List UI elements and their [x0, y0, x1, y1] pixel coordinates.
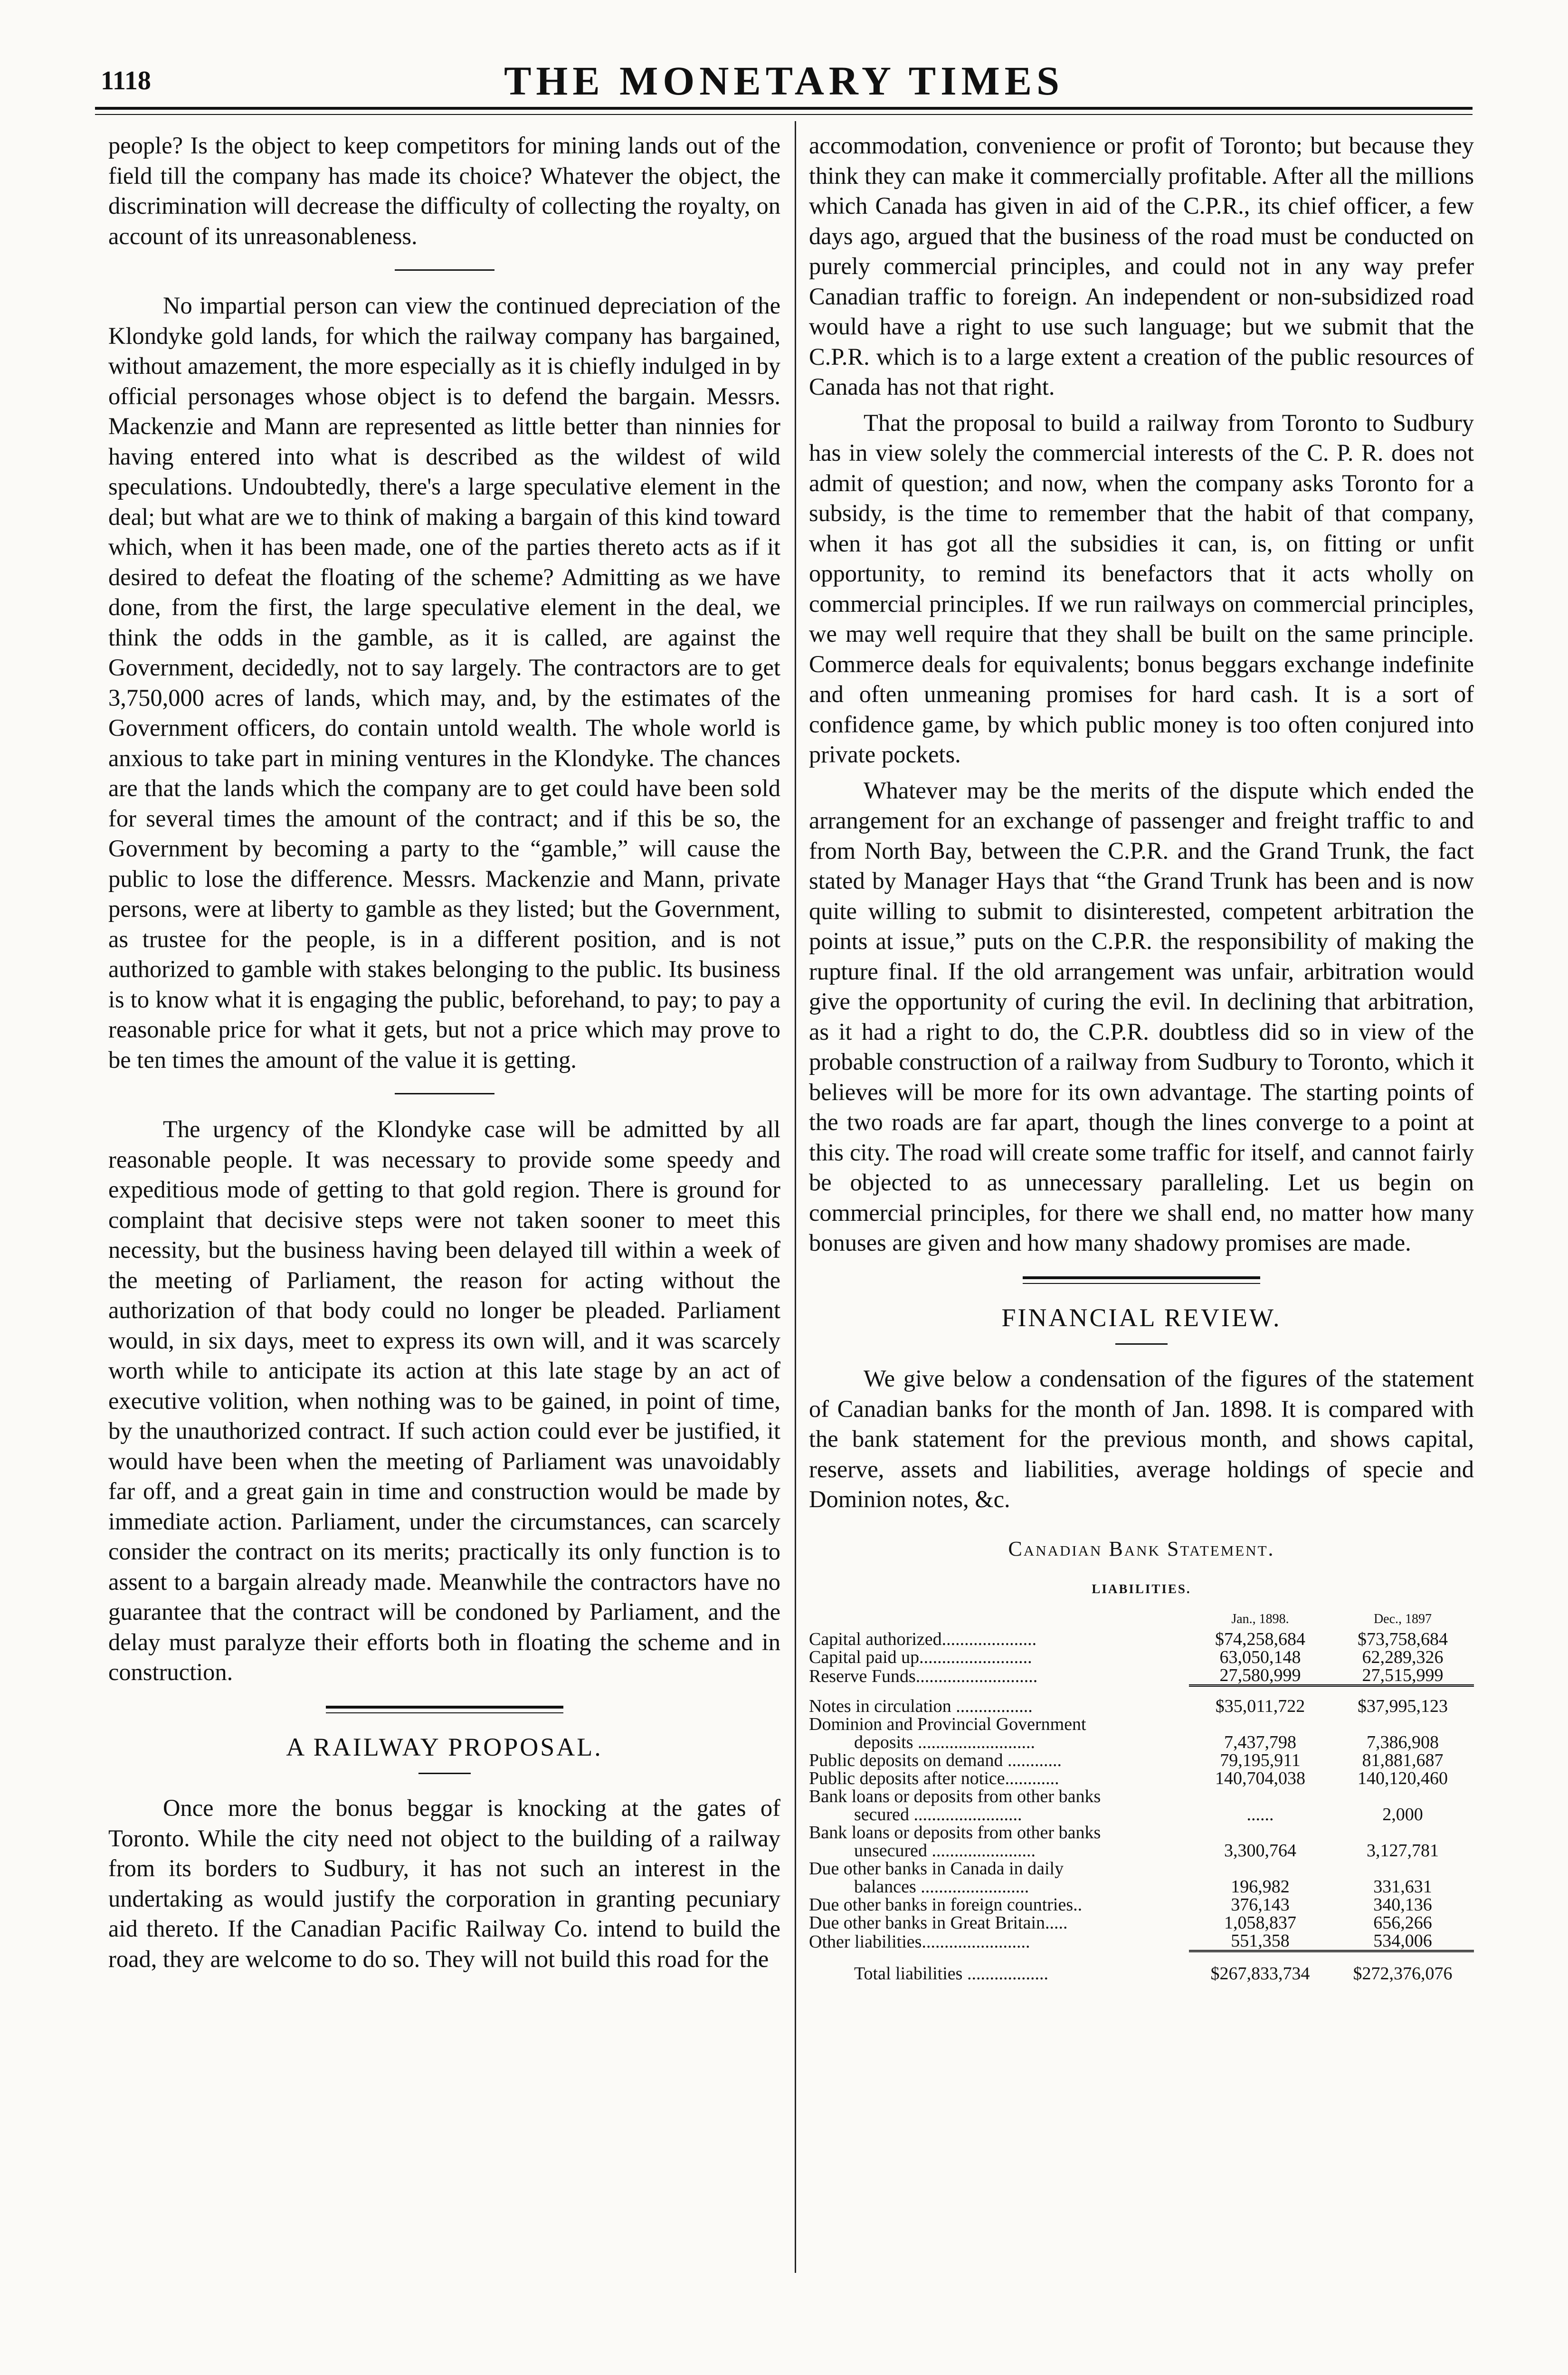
left-column — [108, 131, 780, 1974]
dec-value: 62,289,326 — [1362, 1647, 1444, 1667]
row-label: Reserve Funds........................... — [809, 1666, 1038, 1686]
row-label: Due other banks in Canada in daily — [809, 1858, 1064, 1879]
table-row — [809, 1666, 1474, 1686]
table-row — [809, 1751, 1474, 1769]
row-label: Capital paid up......................... — [809, 1647, 1032, 1667]
table-row — [809, 1842, 1474, 1860]
right-column — [809, 131, 1474, 1983]
paragraph: accommodation, convenience or profit of Toronto; but because they think they can make it commercially profitable. After all the millions which Canada has given in aid of the C.P.R., its chief officer, a few days ago, argued that the business of the road must be conducted on purely commercial principles, and could not in any way prefer Canadian traffic to foreign. An independent or non-subsidized road would have a right to use such language; but we submit that the C.P.R. which is to a large extent a creation of the public resources of Canada has not that right. — [809, 132, 1474, 400]
section-separator — [395, 269, 494, 271]
double-rule — [1023, 1276, 1260, 1284]
column-header: Jan., 1898. — [1231, 1611, 1289, 1626]
bank-statement-table — [809, 1610, 1474, 1983]
row-label: unsecured ....................... — [854, 1840, 1036, 1861]
jan-value: $35,011,722 — [1215, 1696, 1305, 1716]
section-separator — [395, 1093, 494, 1094]
jan-value: 7,437,798 — [1224, 1732, 1296, 1752]
column-divider — [795, 121, 796, 2273]
table-row — [809, 1932, 1474, 1951]
table-header-row — [809, 1610, 1474, 1630]
row-label: Bank loans or deposits from other banks — [809, 1822, 1101, 1843]
jan-value: 1,058,837 — [1224, 1912, 1296, 1933]
dec-value: 81,881,687 — [1362, 1750, 1444, 1770]
dec-value: 340,136 — [1373, 1894, 1432, 1915]
jan-value: $74,258,684 — [1215, 1629, 1305, 1649]
row-label: Due other banks in foreign countries.. — [809, 1894, 1083, 1915]
table-row — [809, 1733, 1474, 1751]
dec-total: $272,376,076 — [1353, 1963, 1453, 1984]
page-number: 1118 — [101, 66, 151, 95]
table-total-row — [809, 1951, 1474, 1983]
table-row — [809, 1914, 1474, 1932]
table-row — [809, 1685, 1474, 1715]
dec-value: $37,995,123 — [1358, 1696, 1448, 1716]
dec-value: 7,386,908 — [1367, 1732, 1439, 1752]
table-row — [809, 1769, 1474, 1787]
heading-rule — [418, 1773, 471, 1774]
row-label: Public deposits after notice............ — [809, 1768, 1059, 1788]
jan-value: 27,580,999 — [1189, 1666, 1331, 1686]
row-label: balances ........................ — [854, 1876, 1029, 1897]
jan-value: 196,982 — [1231, 1876, 1290, 1897]
dec-value: 140,120,460 — [1358, 1768, 1448, 1788]
jan-value: 140,704,038 — [1215, 1768, 1305, 1788]
jan-value: 3,300,764 — [1224, 1840, 1296, 1861]
table-row — [809, 1805, 1474, 1824]
jan-value: 551,358 — [1189, 1932, 1331, 1951]
row-label: secured ........................ — [854, 1804, 1022, 1824]
double-rule — [326, 1706, 563, 1713]
table-row — [809, 1630, 1474, 1648]
paragraph: people? Is the object to keep competitors for mining lands out of the field till the company has made its choice? Whatever the object, the discrimination will decrease the difficulty of collecting the royalty, on account of its unreasonableness. — [108, 132, 780, 249]
jan-value: ...... — [1246, 1804, 1274, 1824]
column-header: Dec., 1897 — [1373, 1611, 1432, 1626]
jan-total: $267,833,734 — [1210, 1963, 1310, 1984]
jan-value: 376,143 — [1231, 1894, 1290, 1915]
paragraph: No impartial person can view the continued depreciation of the Klondyke gold lands, for which the railway company has bargained, without amazement, the more especially as it is chiefly indulged in by official personages whose object is to defend the bargain. Messrs. Mackenzie and Mann are represented as little better than ninnies for having entered into what is described as the wildest of wild speculations. Undoubtedly, there's a large speculative element in the deal; but what are we to think of making a bargain of this kind toward which, when it has been made, one of the parties thereto acts as if it desired to defeat the floating of the scheme? Admitting as we have done, from the first, the large speculative element in the deal, we think the odds in the gamble, as it is called, are against the Government, decidedly, not to say largely. The contractors are to get 3,750,000 acres of lands, which may, and, by the estimates of the Government officers, do contain untold wealth. The whole world is anxious to take part in mining ventures in the Klondyke. The chances are that the lands which the company are to get could have been sold for several times the amount of the contract; and if this be so, the Government by becoming a party to the “gamble,” will cause the public to lose the difference. Messrs. Mackenzie and Mann, private persons, were at liberty to gamble as they listed; but the Government, as trustee for the people, is in a different position, and is not authorized to gamble with stakes belonging to the public. Its business is to know what it is engaging the public, beforehand, to pay; to pay a reasonable price for what it gets, but not a price which may prove to be ten times the amount of the value it is getting. — [108, 292, 780, 1073]
row-label: Capital authorized..................... — [809, 1629, 1037, 1649]
paragraph: Once more the bonus beggar is knocking at the gates of Toronto. While the city need not object to the building of a railway from its borders to Sudbury, it has not such an interest in the undertaking as would justify the corporation in granting pecuniary aid thereto. If the Canadian Pacific Railway Co. intend to build the road, they are welcome to do so. They will not build this road for the — [108, 1795, 780, 1972]
paragraph: That the proposal to build a railway from Toronto to Sudbury has in view solely the commercial interests of the C. P. R. does not admit of question; and now, when the company asks Toronto for a subsidy, is the time to remember that the habit of that company, when it has got all the subsidies it can, is, on fitting or unfit opportunity, to remind its benefactors that it acts wholly on commercial principles. If we run railways on commercial principles, we may well require that they shall be built on the same principle. Commerce deals for equivalents; bonus beggars exchange indefinite and often unmeaning promises for hard cash. It is a sort of confidence game, by which public money is too often conjured into private pockets. — [809, 409, 1474, 768]
dec-value: 2,000 — [1382, 1804, 1423, 1824]
jan-value: 79,195,911 — [1220, 1750, 1301, 1770]
row-label: Total liabilities .................. — [854, 1963, 1048, 1984]
jan-value: 63,050,148 — [1219, 1647, 1301, 1667]
row-label: Public deposits on demand ............ — [809, 1750, 1062, 1770]
table-row — [809, 1787, 1474, 1805]
financial-heading: FINANCIAL REVIEW. — [1001, 1303, 1282, 1332]
table-subtitle: LIABILITIES. — [1092, 1582, 1191, 1596]
table-row — [809, 1648, 1474, 1666]
header-rule-thin — [95, 114, 1473, 115]
row-label: Dominion and Provincial Government — [809, 1714, 1086, 1734]
dec-value: 27,515,999 — [1331, 1666, 1474, 1686]
row-label: deposits .......................... — [854, 1732, 1036, 1752]
dec-value: 656,266 — [1373, 1912, 1432, 1933]
dec-value: 534,006 — [1331, 1932, 1474, 1951]
table-row — [809, 1715, 1474, 1733]
header-rule-thick — [95, 107, 1473, 110]
table-row — [809, 1878, 1474, 1896]
section-heading: A RAILWAY PROPOSAL. — [286, 1732, 603, 1761]
row-label: Due other banks in Great Britain..... — [809, 1912, 1068, 1933]
table-title: Canadian Bank Statement. — [1008, 1537, 1275, 1560]
dec-value: 3,127,781 — [1367, 1840, 1439, 1861]
paragraph: We give below a condensation of the figures of the statement of Canadian banks for the month of Jan. 1898. It is compared with the bank statement for the previous month, and shows capital, reserve, assets and liabilities, average holdings of specie and Dominion notes, &c. — [809, 1365, 1474, 1512]
heading-rule — [1115, 1343, 1168, 1345]
row-label: Notes in circulation ................. — [809, 1696, 1033, 1716]
paragraph: The urgency of the Klondyke case will be admitted by all reasonable people. It was necessary to provide some speedy and expeditious mode of getting to that gold region. There is ground for complaint that decisive steps were not taken sooner to meet this necessity, but the business having been delayed till within a week of the meeting of Parliament, the reason for acting without the authorization of that body could no longer be pleaded. Parliament would, in six days, meet to express its own will, and it was scarcely worth while to anticipate its action at this late stage by an act of executive volition, when nothing was to be gained, in point of time, by the unauthorized contract. If such action could ever be justified, it would have been when the meeting of Parliament was unavoidably far off, and a great gain in time and construction would be made by immediate action. Parliament, under the circumstances, can scarcely consider the contract on its merits; practically its only function is to assent to a bargain already made. Meanwhile the contractors have no guarantee that the contract will be condoned by Parliament, and the delay must paralyze their efforts both in floating the scheme and in construction. — [108, 1116, 780, 1685]
table-row — [809, 1860, 1474, 1878]
table-row — [809, 1824, 1474, 1842]
masthead-title: THE MONETARY TIMES — [504, 58, 1064, 104]
row-label: Other liabilities........................ — [809, 1932, 1030, 1952]
dec-value: 331,631 — [1373, 1876, 1432, 1897]
row-label: Bank loans or deposits from other banks — [809, 1786, 1101, 1806]
table-row — [809, 1896, 1474, 1914]
paragraph: Whatever may be the merits of the dispute which ended the arrangement for an exchange of passenger and freight traffic to and from North Bay, between the C.P.R. and the Grand Trunk, the fact stated by Manager Hays that “the Grand Trunk has been and is now quite willing to submit to disinterested, competent arbitration the points at issue,” puts on the C.P.R. the responsibility of making the rupture final. If the old arrangement was unfair, arbitration would give the opportunity of curing the evil. In declining that arbitration, as it had a right to do, the C.P.R. doubtless did so in view of the probable construction of a railway from Sudbury to Toronto, which it believes will be more for its own advantage. The starting points of the two roads are far apart, though the lines converge to a point at this city. The road will create some traffic for itself, and cannot fairly be objected to as unnecessary paralleling. Let us begin on commercial principles, for there we shall end, no matter how many bonuses are given and how many shadowy promises are made. — [809, 777, 1474, 1256]
dec-value: $73,758,684 — [1358, 1629, 1448, 1649]
